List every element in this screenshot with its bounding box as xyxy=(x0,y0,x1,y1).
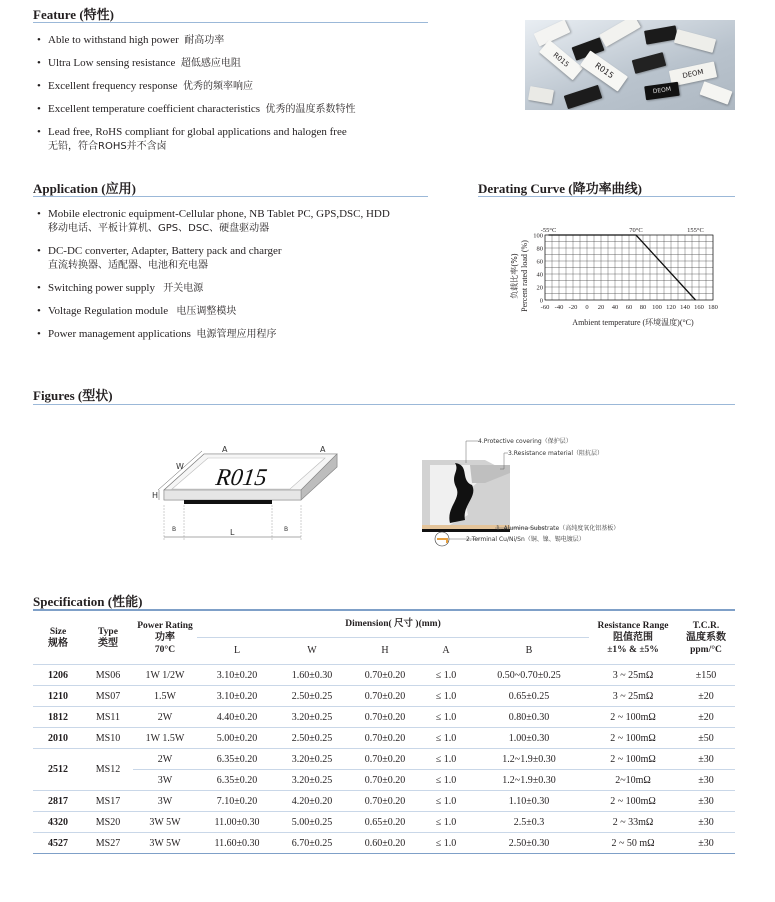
list-item: • Voltage Regulation module 电压调整模块 xyxy=(37,305,237,317)
y-tick-label: 100 xyxy=(533,232,543,240)
chip-r015: R015 xyxy=(539,40,583,81)
x-tick-label: -40 xyxy=(554,304,564,311)
x-tick-label: 100 xyxy=(652,304,662,311)
list-item: • DC-DC converter, Adapter, Battery pack and charger 直流转换器、适配器、电池和充电器 xyxy=(37,245,282,271)
chip-deom: DEOM xyxy=(669,61,717,86)
col-type: Type 类型 xyxy=(83,610,133,665)
x-tick-label: -20 xyxy=(568,304,578,311)
y-tick-label: 60 xyxy=(536,258,543,266)
dim-b: B xyxy=(284,526,289,533)
col-tcr: T.C.R. 温度系数 ppm/°C xyxy=(677,610,735,665)
table-header-row xyxy=(33,610,735,638)
col-range: Resistance Range 阻值范围 ±1% & ±5% xyxy=(589,610,677,665)
list-item: • Excellent frequency response 优秀的频率响应 xyxy=(37,80,253,92)
col-a: A xyxy=(423,638,469,665)
x-tick-label: 120 xyxy=(666,304,676,311)
list-item: • Excellent temperature coefficient characteristics 优秀的温度系数特性 xyxy=(37,103,356,115)
list-item: • Mobile electronic equipment-Cellular phone, NB Tablet PC, GPS,DSC, HDD 移动电话、平板计算机、GPS、DSC、硬盘驱动器 xyxy=(37,208,390,234)
dim-a: A xyxy=(222,445,228,454)
layer-label: 2.Terminal Cu/Ni/Sn（铜、镍、锡电镀层） xyxy=(466,536,585,543)
col-w: W xyxy=(277,638,347,665)
x-tick-label: 140 xyxy=(680,304,690,311)
layer-label: 1. Alumina Substrate（高纯度氧化铝基板） xyxy=(496,525,620,532)
product-photo xyxy=(525,20,735,110)
chip-deom: DEOM xyxy=(644,82,680,101)
specification-title: Specification (性能) xyxy=(33,594,143,609)
top-marker-label: -55°C xyxy=(540,227,557,234)
list-item: • Lead free, RoHS compliant for global applications and halogen free 无铅，符合ROHS并不含卤 xyxy=(37,126,347,152)
application-rule xyxy=(33,196,428,197)
figures-rule xyxy=(33,404,735,405)
chart-ticks xyxy=(533,227,718,311)
dim-a: A xyxy=(320,445,326,454)
layer-label: 3.Resistance material（阻抗层） xyxy=(508,450,604,457)
application-title: Application (应用) xyxy=(33,181,136,196)
y-tick-label: 0 xyxy=(539,297,543,305)
dim-h: H xyxy=(152,491,159,500)
application-list xyxy=(35,207,455,350)
table-row: 4527 MS27 3W 5W 11.60±0.30 6.70±0.25 0.60±0.20 ≤ 1.0 2.50±0.30 2 ~ 50 mΩ ±30 xyxy=(33,833,735,854)
col-b: B xyxy=(469,638,589,665)
dim-w: W xyxy=(176,462,184,471)
y-axis-label: Percent rated load (%) xyxy=(520,240,529,312)
dim-b: B xyxy=(172,526,177,533)
chart-grid xyxy=(545,235,713,300)
x-tick-label: -60 xyxy=(540,304,550,311)
layer-label: 4.Protective covering（保护层） xyxy=(478,438,572,445)
x-tick-label: 20 xyxy=(597,304,605,311)
chip-marking: R015 xyxy=(214,465,269,491)
table-row: 1210 MS07 1.5W 3.10±0.20 2.50±0.25 0.70±0.20 ≤ 1.0 0.65±0.25 3 ~ 25mΩ ±20 xyxy=(33,686,735,707)
table-row: 1812 MS11 2W 4.40±0.20 3.20±0.25 0.70±0.20 ≤ 1.0 0.80±0.30 2 ~ 100mΩ ±20 xyxy=(33,707,735,728)
table-row: 3W 6.35±0.20 3.20±0.25 0.70±0.20 ≤ 1.0 1.2~1.9±0.30 2~10mΩ ±30 xyxy=(33,770,735,791)
table-row: 2512 MS12 2W 6.35±0.20 3.20±0.25 0.70±0.20 ≤ 1.0 1.2~1.9±0.30 2 ~ 100mΩ ±30 xyxy=(33,749,735,770)
y-tick-label: 80 xyxy=(536,245,543,253)
feature-list xyxy=(35,33,455,162)
derating-title: Derating Curve (降功率曲线) xyxy=(478,181,642,196)
list-item: • Able to withstand high power 耐高功率 xyxy=(37,34,225,46)
layer-structure-drawing xyxy=(410,435,640,550)
list-item: • Power management applications 电源管理应用程序 xyxy=(37,328,277,340)
col-size: Size 规格 xyxy=(33,610,83,665)
list-item: • Ultra Low sensing resistance 超低感应电阻 xyxy=(37,57,241,69)
x-tick-label: 180 xyxy=(708,304,718,311)
dim-l: L xyxy=(230,528,235,537)
derating-rule xyxy=(478,196,735,197)
col-l: L xyxy=(197,638,277,665)
feature-title: Feature (特性) xyxy=(33,7,114,22)
y-tick-label: 40 xyxy=(536,271,543,279)
col-h: H xyxy=(347,638,423,665)
top-marker-label: 155°C xyxy=(687,227,704,234)
x-tick-label: 0 xyxy=(585,304,589,311)
x-tick-label: 160 xyxy=(694,304,704,311)
table-row: 2010 MS10 1W 1.5W 5.00±0.20 2.50±0.25 0.70±0.20 ≤ 1.0 1.00±0.30 2 ~ 100mΩ ±50 xyxy=(33,728,735,749)
y-axis-label-cn: 负载比率(%) xyxy=(510,253,519,299)
chip-dimension-drawing xyxy=(150,445,350,545)
chip-r015: R015 xyxy=(580,50,628,91)
y-tick-label: 20 xyxy=(536,284,543,292)
list-item: • Switching power supply 开关电源 xyxy=(37,282,204,294)
table-row: 2817 MS17 3W 7.10±0.20 4.20±0.20 0.70±0.20 ≤ 1.0 1.10±0.30 2 ~ 100mΩ ±30 xyxy=(33,791,735,812)
col-dimension: Dimension( 尺寸 )(mm) xyxy=(197,610,589,638)
x-tick-label: 40 xyxy=(611,304,619,311)
table-row: 1206 MS06 1W 1/2W 3.10±0.20 1.60±0.30 0.70±0.20 ≤ 1.0 0.50~0.70±0.25 3 ~ 25mΩ ±150 xyxy=(33,665,735,686)
derating-chart xyxy=(505,218,735,333)
figures-title: Figures (型状) xyxy=(33,388,113,403)
top-marker-label: 70°C xyxy=(629,227,643,234)
x-tick-label: 80 xyxy=(639,304,647,311)
x-axis-label: Ambient temperature (环境温度)(°C) xyxy=(572,318,694,327)
col-power: Power Rating 功率 70°C xyxy=(133,610,197,665)
feature-rule xyxy=(33,22,428,23)
x-tick-label: 60 xyxy=(625,304,633,311)
specification-table xyxy=(33,609,735,854)
table-row: 4320 MS20 3W 5W 11.00±0.30 5.00±0.25 0.65±0.20 ≤ 1.0 2.5±0.3 2 ~ 33mΩ ±30 xyxy=(33,812,735,833)
